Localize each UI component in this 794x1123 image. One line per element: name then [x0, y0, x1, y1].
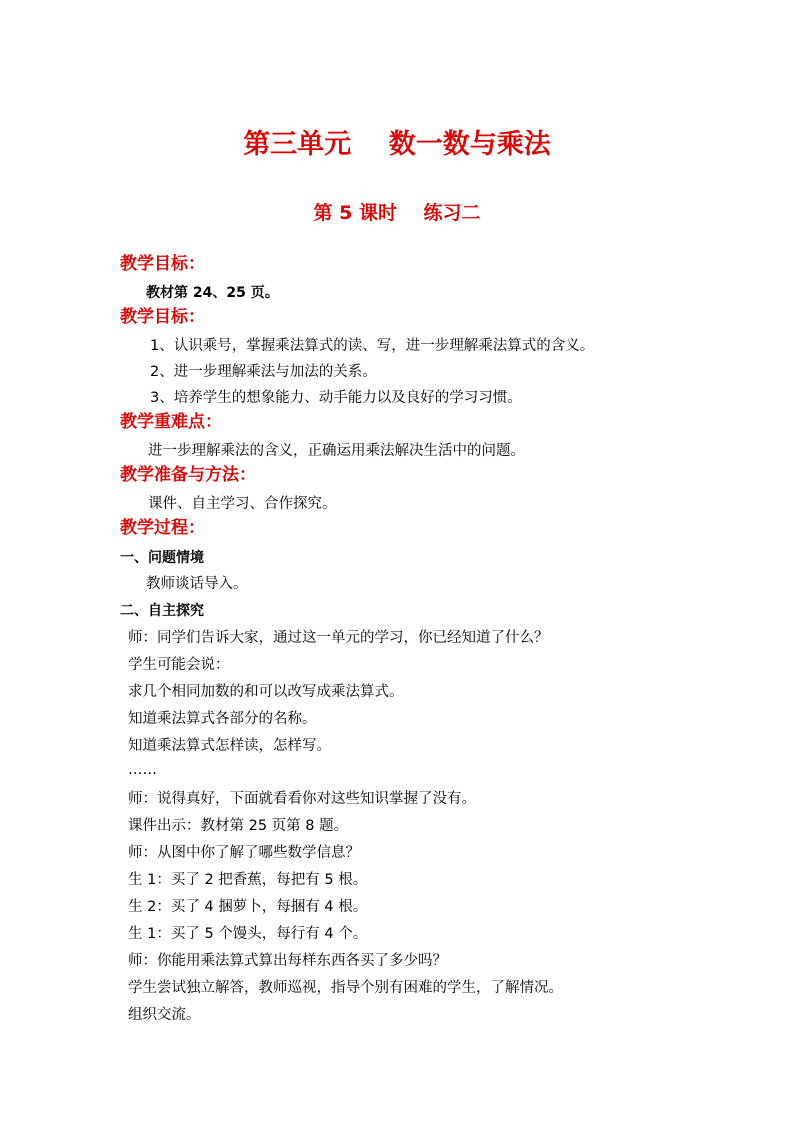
process-line: 师：同学们告诉大家，通过这一单元的学习，你已经知道了什么？ [128, 630, 549, 646]
objective-item: 1、认识乘号，掌握乘法算式的读、写，进一步理解乘法算式的含义。 [150, 338, 595, 354]
key-difficulty-text: 进一步理解乘法的含义，正确运用乘法解决生活中的问题。 [148, 443, 525, 459]
process-line: 生 1：买了 5 个馒头，每行有 4 个。 [128, 926, 368, 942]
process-line: 求几个相同加数的和可以改写成乘法算式。 [128, 684, 404, 700]
process-part1-heading: 一、问题情境 [120, 550, 204, 566]
lesson-subtitle: 第 5 课时 练习二 [313, 202, 481, 224]
process-line: …… [128, 762, 157, 778]
objective-item: 3、培养学生的想象能力、动手能力以及良好的学习习惯。 [150, 390, 522, 406]
process-line: 组织交流。 [128, 1007, 201, 1023]
process-line: 知道乘法算式各部分的名称。 [128, 711, 317, 727]
process-line: 师：说得真好，下面就看看你对这些知识掌握了没有。 [128, 791, 476, 807]
process-line: 生 2：买了 4 捆萝卜，每捆有 4 根。 [128, 899, 368, 915]
process-line: 知道乘法算式怎样读，怎样写。 [128, 738, 331, 754]
objective-item: 2、进一步理解乘法与加法的关系。 [150, 364, 377, 380]
preparation-text: 课件、自主学习、合作探究。 [148, 496, 337, 512]
textbook-pages-text: 教材第 24、25 页。 [146, 285, 279, 301]
process-line: 学生尝试独立解答，教师巡视，指导个别有困难的学生，了解情况。 [128, 980, 563, 996]
teaching-objective-heading-2: 教学目标： [120, 307, 205, 327]
key-difficulty-heading: 教学重难点： [120, 412, 222, 432]
process-line: 课件出示：教材第 25 页第 8 题。 [128, 818, 349, 834]
process-part1-text: 教师谈话导入。 [146, 576, 248, 592]
process-line: 学生可能会说： [128, 657, 230, 673]
process-line: 师：从图中你了解了哪些数学信息？ [128, 845, 360, 861]
teaching-objective-heading: 教学目标： [120, 254, 205, 274]
process-heading: 教学过程： [120, 518, 205, 538]
preparation-heading: 教学准备与方法： [120, 465, 256, 485]
process-line: 生 1：买了 2 把香蕉，每把有 5 根。 [128, 872, 368, 888]
process-part2-heading: 二、自主探究 [120, 603, 204, 619]
page-title: 第三单元 数一数与乘法 [243, 129, 551, 160]
process-line: 师：你能用乘法算式算出每样东西各买了多少吗？ [128, 953, 447, 969]
